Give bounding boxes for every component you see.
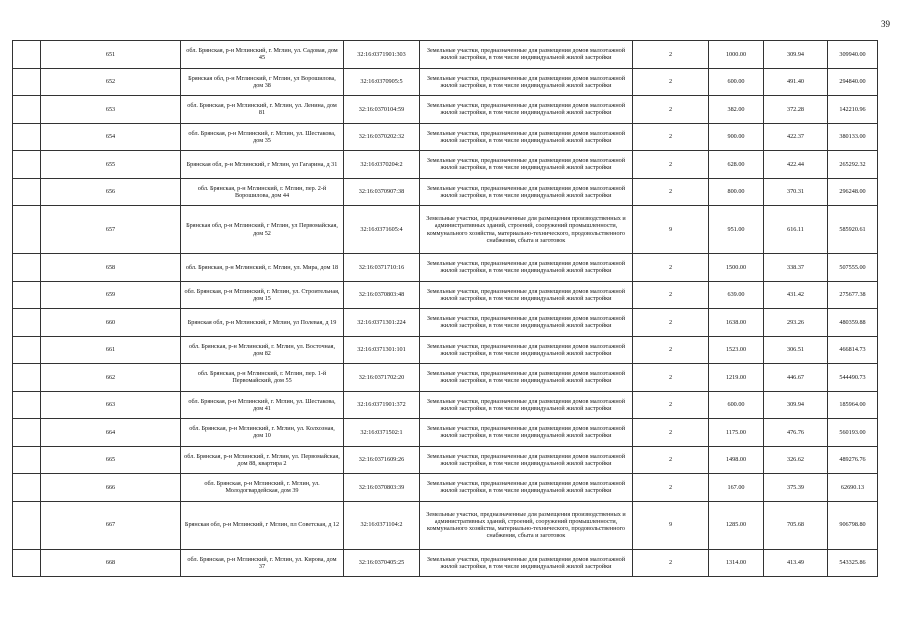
land-use-cell: Земельные участки, предназначенные для размещения домов малоэтажной жилой застройки, в том числе индивидуальной жилой застройки [420, 254, 633, 282]
area-cell: 1500.00 [709, 254, 764, 282]
group-cell: 2 [633, 446, 709, 474]
group-cell: 9 [633, 501, 709, 549]
row-number: 652 [41, 68, 181, 96]
table-row [13, 336, 878, 364]
group-cell: 2 [633, 336, 709, 364]
blank-cell [13, 96, 41, 124]
address-cell: Брянская обл, р-н Мглинский, г Мглин, пл Советская, д 12 [181, 501, 344, 549]
rate-cell: 422.37 [764, 123, 828, 151]
group-cell: 2 [633, 419, 709, 447]
blank-cell [13, 206, 41, 254]
cadastral-number-cell: 32:16:0371301:224 [344, 309, 420, 337]
group-cell: 9 [633, 206, 709, 254]
cadastral-number-cell: 32:16:0371702:20 [344, 364, 420, 392]
address-cell: обл. Брянская, р-н Мглинский, г. Мглин, ул. Первомайская, дом 88, квартира 2 [181, 446, 344, 474]
cadastral-value-cell: 296248.00 [828, 178, 878, 206]
cadastral-number-cell: 32:16:0370202:32 [344, 123, 420, 151]
area-cell: 639.00 [709, 281, 764, 309]
group-cell: 2 [633, 68, 709, 96]
cadastral-number-cell: 32:16:0370907:38 [344, 178, 420, 206]
row-number: 656 [41, 178, 181, 206]
cadastral-value-cell: 62690.13 [828, 474, 878, 502]
area-cell: 1219.00 [709, 364, 764, 392]
table-row [13, 474, 878, 502]
land-register-table [12, 40, 878, 577]
rate-cell: 705.68 [764, 501, 828, 549]
area-cell: 167.00 [709, 474, 764, 502]
row-number: 664 [41, 419, 181, 447]
cadastral-value-cell: 185964.00 [828, 391, 878, 419]
cadastral-value-cell: 560193.00 [828, 419, 878, 447]
address-cell: обл. Брянская, р-н Мглинский, г. Мглин, пер. 2-й Ворошилова, дом 44 [181, 178, 344, 206]
rate-cell: 431.42 [764, 281, 828, 309]
address-cell: обл. Брянская, р-н Мглинский, г. Мглин, ул. Шестакова, дом 41 [181, 391, 344, 419]
rate-cell: 476.76 [764, 419, 828, 447]
area-cell: 1314.00 [709, 549, 764, 577]
address-cell: обл. Брянская, р-н Мглинский, г. Мглин, пер. 1-й Первомайский, дом 55 [181, 364, 344, 392]
blank-cell [13, 254, 41, 282]
land-use-cell: Земельные участки, предназначенные для размещения домов малоэтажной жилой застройки, в том числе индивидуальной жилой застройки [420, 123, 633, 151]
land-use-cell: Земельные участки, предназначенные для размещения домов малоэтажной жилой застройки, в том числе индивидуальной жилой застройки [420, 178, 633, 206]
cadastral-number-cell: 32:16:0371609:26 [344, 446, 420, 474]
page-number: 39 [881, 19, 890, 29]
cadastral-number-cell: 32:16:0371104:2 [344, 501, 420, 549]
blank-cell [13, 364, 41, 392]
cadastral-number-cell: 32:16:0371502:1 [344, 419, 420, 447]
cadastral-number-cell: 32:16:0371901:372 [344, 391, 420, 419]
area-cell: 1175.00 [709, 419, 764, 447]
table-row [13, 309, 878, 337]
rate-cell: 616.11 [764, 206, 828, 254]
group-cell: 2 [633, 364, 709, 392]
table-row [13, 501, 878, 549]
cadastral-value-cell: 585920.61 [828, 206, 878, 254]
cadastral-value-cell: 265292.32 [828, 151, 878, 179]
area-cell: 1523.00 [709, 336, 764, 364]
rate-cell: 413.49 [764, 549, 828, 577]
land-use-cell: Земельные участки, предназначенные для размещения домов малоэтажной жилой застройки, в том числе индивидуальной жилой застройки [420, 68, 633, 96]
land-use-cell: Земельные участки, предназначенные для размещения домов малоэтажной жилой застройки, в том числе индивидуальной жилой застройки [420, 41, 633, 69]
blank-cell [13, 446, 41, 474]
table-row [13, 96, 878, 124]
blank-cell [13, 474, 41, 502]
row-number: 659 [41, 281, 181, 309]
row-number: 661 [41, 336, 181, 364]
cadastral-value-cell: 480359.88 [828, 309, 878, 337]
cadastral-number-cell: 32:16:0371605:4 [344, 206, 420, 254]
table-row [13, 254, 878, 282]
area-cell: 600.00 [709, 68, 764, 96]
address-cell: обл. Брянская, р-н Мглинский, г. Мглин, ул. Колхозная, дом 10 [181, 419, 344, 447]
row-number: 658 [41, 254, 181, 282]
land-use-cell: Земельные участки, предназначенные для размещения производственных и административных зданий, строений, сооружений промышленности, коммунального хозяйства, материально-технического, продовольственного снабжения, сбыта и заготовок [420, 501, 633, 549]
address-cell: обл. Брянская, р-н Мглинский, г. Мглин, ул. Молодогвардейская, дом 39 [181, 474, 344, 502]
area-cell: 628.00 [709, 151, 764, 179]
cadastral-number-cell: 32:16:0370803:39 [344, 474, 420, 502]
land-use-cell: Земельные участки, предназначенные для размещения домов малоэтажной жилой застройки, в том числе индивидуальной жилой застройки [420, 281, 633, 309]
rate-cell: 338.37 [764, 254, 828, 282]
address-cell: Брянская обл, р-н Мглинский, г Мглин, ул Ворошилова, дом 38 [181, 68, 344, 96]
blank-cell [13, 281, 41, 309]
cadastral-value-cell: 142210.96 [828, 96, 878, 124]
group-cell: 2 [633, 391, 709, 419]
area-cell: 1000.00 [709, 41, 764, 69]
address-cell: Брянская обл, р-н Мглинский, г Мглин, ул Гагарина, д 31 [181, 151, 344, 179]
table-row [13, 123, 878, 151]
land-use-cell: Земельные участки, предназначенные для размещения домов малоэтажной жилой застройки, в том числе индивидуальной жилой застройки [420, 446, 633, 474]
table-row [13, 391, 878, 419]
group-cell: 2 [633, 254, 709, 282]
address-cell: обл. Брянская, р-н Мглинский, г. Мглин, ул. Кирова, дом 37 [181, 549, 344, 577]
area-cell: 1498.00 [709, 446, 764, 474]
address-cell: обл. Брянская, р-н Мглинский, г. Мглин, ул. Мира, дом 18 [181, 254, 344, 282]
table-row [13, 281, 878, 309]
area-cell: 1638.00 [709, 309, 764, 337]
blank-cell [13, 501, 41, 549]
address-cell: Брянская обл, р-н Мглинский, г Мглин, ул Первомайская, дом 52 [181, 206, 344, 254]
land-use-cell: Земельные участки, предназначенные для размещения домов малоэтажной жилой застройки, в том числе индивидуальной жилой застройки [420, 549, 633, 577]
address-cell: Брянская обл, р-н Мглинский, г Мглин, ул Полевая, д 19 [181, 309, 344, 337]
group-cell: 2 [633, 151, 709, 179]
area-cell: 951.00 [709, 206, 764, 254]
group-cell: 2 [633, 178, 709, 206]
row-number: 654 [41, 123, 181, 151]
row-number: 662 [41, 364, 181, 392]
land-use-cell: Земельные участки, предназначенные для размещения домов малоэтажной жилой застройки, в том числе индивидуальной жилой застройки [420, 151, 633, 179]
cadastral-value-cell: 309940.00 [828, 41, 878, 69]
land-use-cell: Земельные участки, предназначенные для размещения домов малоэтажной жилой застройки, в том числе индивидуальной жилой застройки [420, 474, 633, 502]
table-row [13, 68, 878, 96]
table-row [13, 41, 878, 69]
group-cell: 2 [633, 281, 709, 309]
address-cell: обл. Брянская, р-н Мглинский, г. Мглин, ул. Строительная, дом 15 [181, 281, 344, 309]
cadastral-value-cell: 906798.80 [828, 501, 878, 549]
rate-cell: 309.94 [764, 391, 828, 419]
row-number: 663 [41, 391, 181, 419]
area-cell: 600.00 [709, 391, 764, 419]
cadastral-value-cell: 489276.76 [828, 446, 878, 474]
land-use-cell: Земельные участки, предназначенные для размещения домов малоэтажной жилой застройки, в том числе индивидуальной жилой застройки [420, 391, 633, 419]
cadastral-value-cell: 380133.00 [828, 123, 878, 151]
cadastral-number-cell: 32:16:0370104:59 [344, 96, 420, 124]
area-cell: 382.00 [709, 96, 764, 124]
area-cell: 1285.00 [709, 501, 764, 549]
blank-cell [13, 549, 41, 577]
cadastral-number-cell: 32:16:0370204:2 [344, 151, 420, 179]
table-row [13, 419, 878, 447]
land-use-cell: Земельные участки, предназначенные для размещения домов малоэтажной жилой застройки, в том числе индивидуальной жилой застройки [420, 419, 633, 447]
row-number: 667 [41, 501, 181, 549]
address-cell: обл. Брянская, р-н Мглинский, г. Мглин, ул. Восточная, дом 82 [181, 336, 344, 364]
row-number: 655 [41, 151, 181, 179]
rate-cell: 326.62 [764, 446, 828, 474]
group-cell: 2 [633, 41, 709, 69]
cadastral-number-cell: 32:16:0370405:25 [344, 549, 420, 577]
cadastral-number-cell: 32:16:0370905:5 [344, 68, 420, 96]
group-cell: 2 [633, 549, 709, 577]
group-cell: 2 [633, 474, 709, 502]
table-body [13, 41, 878, 577]
group-cell: 2 [633, 309, 709, 337]
cadastral-value-cell: 543325.86 [828, 549, 878, 577]
rate-cell: 370.31 [764, 178, 828, 206]
rate-cell: 309.94 [764, 41, 828, 69]
area-cell: 900.00 [709, 123, 764, 151]
blank-cell [13, 419, 41, 447]
area-cell: 800.00 [709, 178, 764, 206]
cadastral-value-cell: 466814.73 [828, 336, 878, 364]
table-row [13, 178, 878, 206]
row-number: 668 [41, 549, 181, 577]
rate-cell: 306.51 [764, 336, 828, 364]
row-number: 653 [41, 96, 181, 124]
land-use-cell: Земельные участки, предназначенные для размещения домов малоэтажной жилой застройки, в том числе индивидуальной жилой застройки [420, 364, 633, 392]
rate-cell: 422.44 [764, 151, 828, 179]
rate-cell: 293.26 [764, 309, 828, 337]
table-row [13, 446, 878, 474]
blank-cell [13, 391, 41, 419]
land-use-cell: Земельные участки, предназначенные для размещения домов малоэтажной жилой застройки, в том числе индивидуальной жилой застройки [420, 336, 633, 364]
row-number: 651 [41, 41, 181, 69]
cadastral-number-cell: 32:16:0371710:16 [344, 254, 420, 282]
blank-cell [13, 336, 41, 364]
blank-cell [13, 123, 41, 151]
blank-cell [13, 41, 41, 69]
cadastral-value-cell: 507555.00 [828, 254, 878, 282]
rate-cell: 491.40 [764, 68, 828, 96]
blank-cell [13, 68, 41, 96]
address-cell: обл. Брянская, р-н Мглинский, г. Мглин, ул. Ленина, дом 81 [181, 96, 344, 124]
cadastral-number-cell: 32:16:0371301:101 [344, 336, 420, 364]
table-row [13, 364, 878, 392]
cadastral-value-cell: 275677.38 [828, 281, 878, 309]
cadastral-number-cell: 32:16:0371901:303 [344, 41, 420, 69]
land-use-cell: Земельные участки, предназначенные для размещения домов малоэтажной жилой застройки, в том числе индивидуальной жилой застройки [420, 96, 633, 124]
land-use-cell: Земельные участки, предназначенные для размещения производственных и административных зданий, строений, сооружений промышленности, коммунального хозяйства, материально-технического, продовольственного снабжения, сбыта и заготовок [420, 206, 633, 254]
row-number: 657 [41, 206, 181, 254]
table-row [13, 206, 878, 254]
rate-cell: 446.67 [764, 364, 828, 392]
group-cell: 2 [633, 96, 709, 124]
land-use-cell: Земельные участки, предназначенные для размещения домов малоэтажной жилой застройки, в том числе индивидуальной жилой застройки [420, 309, 633, 337]
group-cell: 2 [633, 123, 709, 151]
table-row [13, 549, 878, 577]
cadastral-number-cell: 32:16:0370803:48 [344, 281, 420, 309]
address-cell: обл. Брянская, р-н Мглинский, г. Мглин, ул. Шестакова, дом 35 [181, 123, 344, 151]
cadastral-value-cell: 544490.73 [828, 364, 878, 392]
rate-cell: 372.28 [764, 96, 828, 124]
blank-cell [13, 309, 41, 337]
rate-cell: 375.39 [764, 474, 828, 502]
blank-cell [13, 178, 41, 206]
table-row [13, 151, 878, 179]
row-number: 660 [41, 309, 181, 337]
cadastral-value-cell: 294840.00 [828, 68, 878, 96]
row-number: 666 [41, 474, 181, 502]
address-cell: обл. Брянская, р-н Мглинский, г. Мглин, ул. Садовая, дом 45 [181, 41, 344, 69]
blank-cell [13, 151, 41, 179]
row-number: 665 [41, 446, 181, 474]
